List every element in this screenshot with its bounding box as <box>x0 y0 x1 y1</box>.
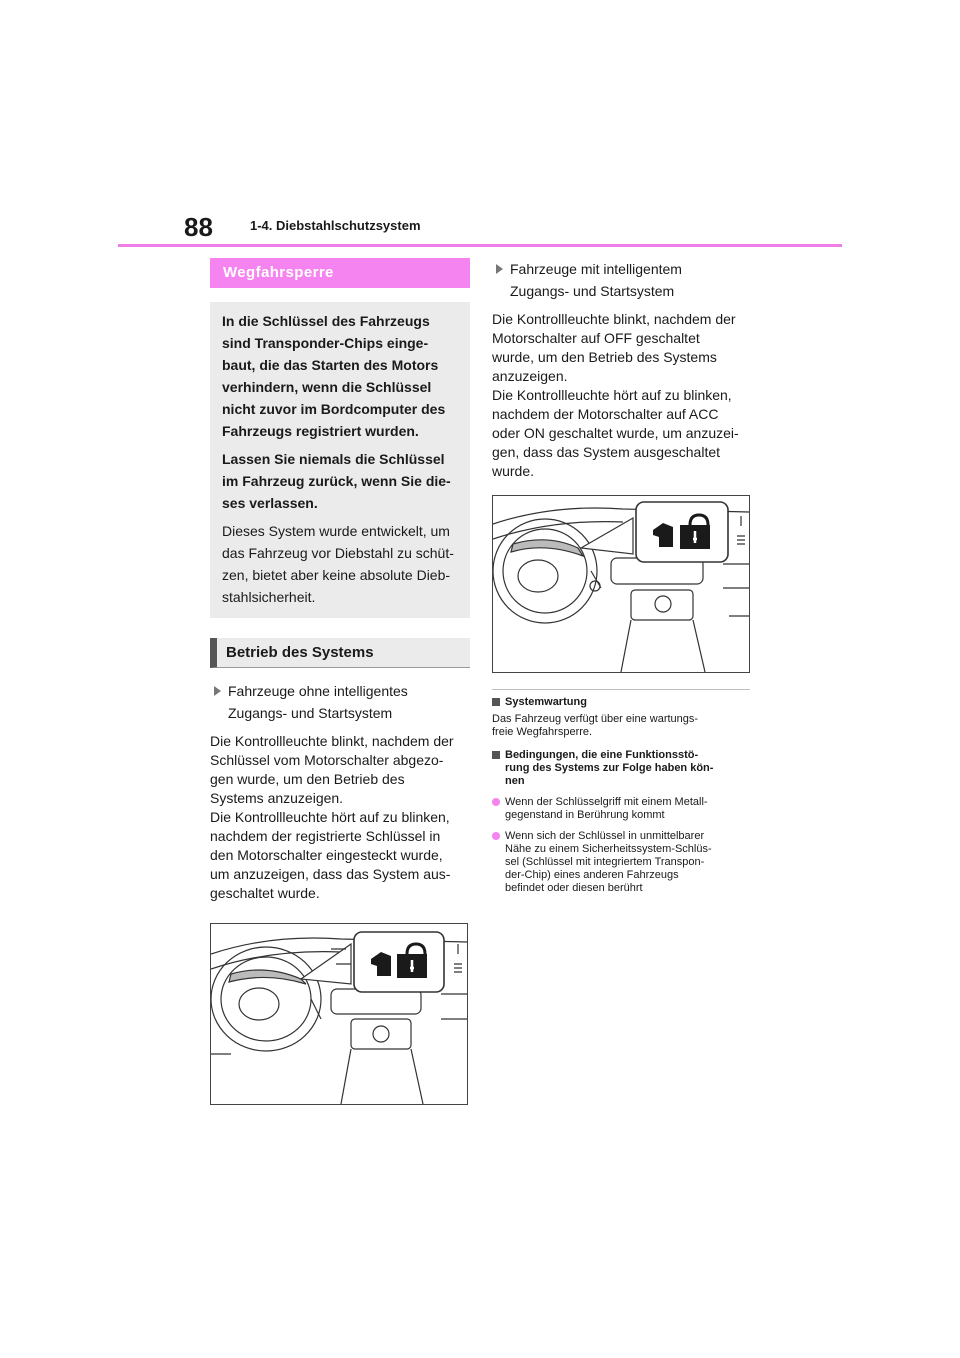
right-column <box>492 258 750 895</box>
intro-box <box>210 302 470 618</box>
intro-bold-paragraph-1: In die Schlüssel des Fahrzeugs sind Transponder-Chips einge- baut, die das Starten des Motors verhindern, wenn die Schlüssel nicht zuvor im Bordcomputer des Fahrzeugs registriert wurden. <box>222 313 446 439</box>
left-item-text: Die Kontrollleuchte blinkt, nachdem der Schlüssel vom Motorschalter abgezo- gen wurde, um den Betrieb des Systems anzuzeigen. Die Kontrollleuchte hört auf zu blinken, nachdem der registrierte Schlüssel in den Motorschalter eingesteckt wurde, um anzuzeigen, dass das System aus- geschaltet wurde. <box>210 733 454 901</box>
dashboard-figure-right <box>492 495 750 673</box>
notes-separator <box>492 689 750 690</box>
dashboard-illustration <box>211 924 467 1104</box>
right-item-text: Die Kontrollleuchte blinkt, nachdem der Motorschalter auf OFF geschaltet wurde, um den Betrieb des Systems anzuzeigen. Die Kontrollleuchte hört auf zu blinken, nachdem der Motorschalter auf ACC oder ON geschaltet wurde, um anzuzei- gen, dass das System ausgeschaltet wurde. <box>492 311 739 479</box>
section-heading-immobilizer: Wegfahrsperre <box>210 258 470 288</box>
dashboard-illustration <box>493 496 749 672</box>
note-heading-maintenance: Systemwartung <box>492 696 750 709</box>
page-number: 88 <box>184 212 213 242</box>
left-column <box>210 258 470 1105</box>
bullet-item-other-key: Wenn sich der Schlüssel in unmittelbarer Nähe zu einem Sicherheitssystem-Schlüs- sel (Schlüssel mit integriertem Transpon- der-Chip) eines anderen Fahrzeugs befindet oder diesen berührt <box>492 830 750 895</box>
note-heading-conditions: Bedingungen, die eine Funktionsstö- rung des Systems zur Folge haben kön- nen <box>492 749 750 788</box>
bullet-item-metal: Wenn der Schlüsselgriff mit einem Metall- gegenstand in Berührung kommt <box>492 796 750 822</box>
right-item-title: Fahrzeuge mit intelligentem Zugangs- und Startsystem <box>492 258 750 302</box>
header-rule <box>118 244 842 247</box>
section-heading-operation: Betrieb des Systems <box>210 638 470 668</box>
intro-paragraph: Dieses System wurde entwickelt, um das Fahrzeug vor Diebstahl zu schüt- zen, bietet aber keine absolute Dieb- stahlsicherheit. <box>222 523 454 605</box>
dashboard-figure-left <box>210 923 468 1105</box>
note-text-maintenance: Das Fahrzeug verfügt über eine wartungs- freie Wegfahrsperre. <box>492 713 699 738</box>
left-item-title: Fahrzeuge ohne intelligentes Zugangs- und Startsystem <box>210 680 470 724</box>
chapter-title: 1-4. Diebstahlschutzsystem <box>250 218 421 233</box>
intro-bold-paragraph-2: Lassen Sie niemals die Schlüssel im Fahrzeug zurück, wenn Sie die- ses verlassen. <box>222 451 451 511</box>
